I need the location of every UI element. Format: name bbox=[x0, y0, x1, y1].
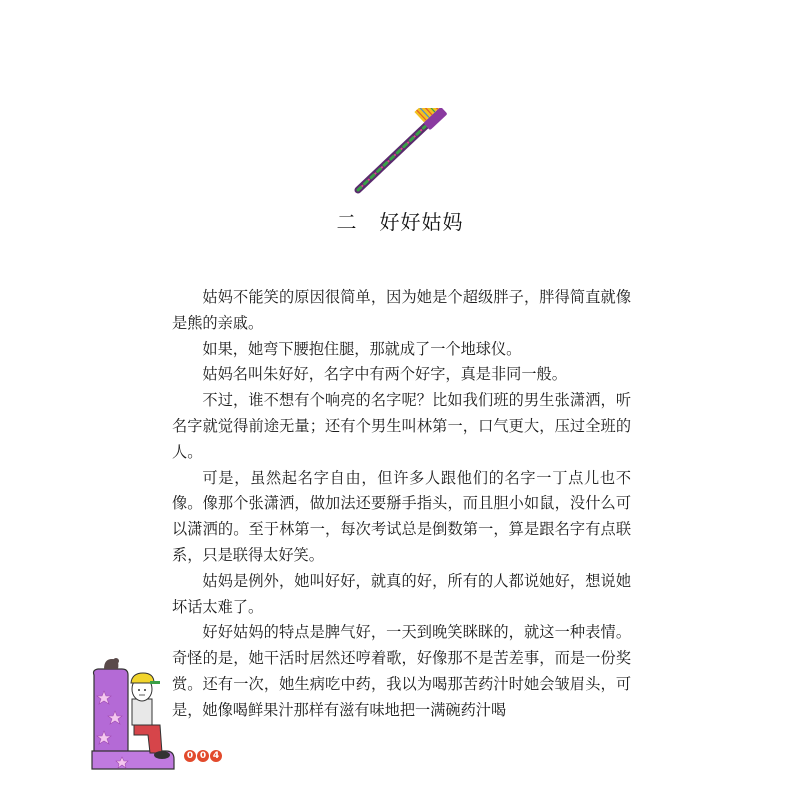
toothbrush-icon bbox=[352, 108, 452, 194]
paragraph: 如果，她弯下腰抱住腿，那就成了一个地球仪。 bbox=[202, 339, 522, 358]
body-text bbox=[172, 285, 631, 724]
paragraph: 姑妈是例外，她叫好好，就真的好，所有的人都说她好，想说她坏话太难了。 bbox=[172, 571, 631, 616]
page-number-digit: 0 bbox=[197, 750, 209, 762]
paragraph: 好好姑妈的特点是脾气好，一天到晚笑眯眯的，就这一种表情。奇怪的是，她干活时居然还哼着歌，好像那不是苦差事，而是一份奖赏。还有一次，她生病吃中药，我以为喝那苦药汁时她会皱眉头，可是，她像喝鲜果汁那样有滋有味地把一满碗药汁喝 bbox=[172, 623, 631, 719]
paragraph: 不过，谁不想有个响亮的名字呢？比如我们班的男生张潇洒，听名字就觉得前途无量；还有个男生叫林第一，口气更大，压过全班的人。 bbox=[172, 391, 631, 461]
chapter-number: 二 bbox=[336, 210, 358, 234]
paragraph: 姑妈不能笑的原因很简单，因为她是个超级胖子，胖得简直就像是熊的亲戚。 bbox=[172, 288, 631, 332]
page-number-digit: 0 bbox=[184, 750, 196, 762]
paragraph: 可是，虽然起名字自由，但许多人跟他们的名字一丁点儿也不像。像那个张潇洒，做加法还要掰手指头，而且胆小如鼠，没什么可以潇洒的。至于林第一，每次考试总是倒数第一，算是跟名字有点联系，只是联得太好笑。 bbox=[172, 468, 631, 564]
paragraph: 姑妈名叫朱好好，名字中有两个好字，真是非同一般。 bbox=[202, 365, 567, 384]
page-number-digit: 4 bbox=[210, 750, 222, 762]
page-number bbox=[184, 750, 222, 762]
chapter-name: 好好姑妈 bbox=[379, 210, 464, 234]
chapter-title bbox=[0, 206, 800, 235]
